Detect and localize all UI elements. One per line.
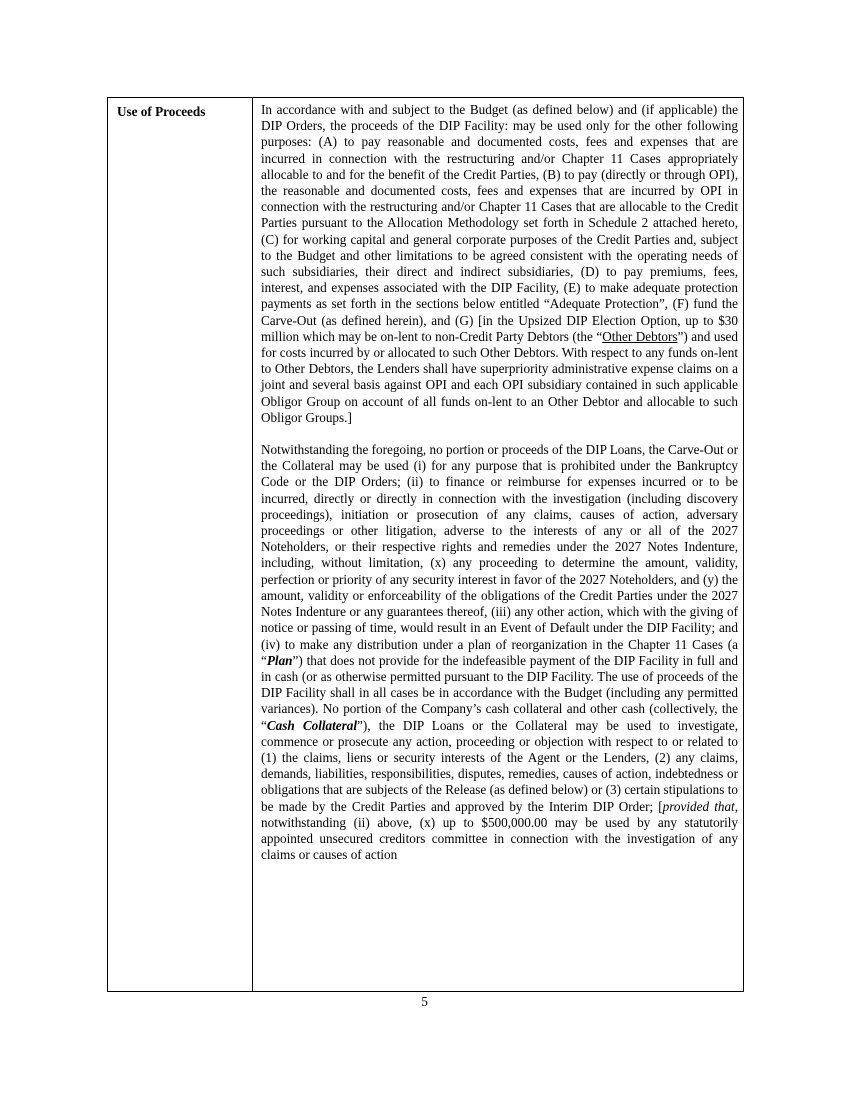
paragraph-text: ”), the DIP Loans or the Collateral may be used to investigate, commence or prosecute any action, proceeding or objection with respect to or related to (1) the claims, liens or security interests of the Agent or the Lenders, (2) any claims, demands, liabilities, responsibilities, disputes, remedies, causes of action, indebtedness or obligations that are subjects of the Release (as defined below) or (3) certain stipulations to be made by the Credit Parties and approved by the Interim DIP Order; [	[261, 717, 738, 814]
paragraph-text: Notwithstanding the foregoing, no portion or proceeds of the DIP Loans, the Carve-Out or the Collateral may be used (i) for any purpose that is prohibited under the Bankruptcy Code or the DIP Orders; (ii) to finance or reimburse for expenses incurred or to be incurred, directly or directly in connection with the investigation (including discovery proceedings), initiation or prosecution of any claims, causes of action, adversary proceedings or other litigation, adverse to the interests of any or all of the 2027 Noteholders, or their respective rights and remedies under the 2027 Notes Indenture, including, without limitation, (x) any proceeding to determine the amount, validity, perfection or priority of any security interest in favor of the 2027 Noteholders, and (y) the amount, validity or enforceability of the obligations of the Credit Parties under the 2027 Notes Indenture or any guarantees thereof, (iii) any other action, which with the giving of notice or passing of time, would result in an Event of Default under the DIP Facility; and (iv) to make any distribution under a plan of reorganization in the Chapter 11 Cases (a “	[261, 442, 738, 668]
term-label: Use of Proceeds	[117, 104, 206, 119]
use-of-proceeds-paragraph	[261, 102, 738, 426]
paragraph-text: ”) that does not provide for the indefeasible payment of the DIP Facility in full and in cash (or as otherwise permitted pursuant to the DIP Facility. The use of proceeds of the DIP Facility shall in all cases be in accordance with the Budget (including any permitted variances). No portion of the Company’s cash collateral and other cash (collectively, the “	[261, 652, 738, 733]
restrictions-paragraph	[261, 442, 738, 863]
defined-term-other-debtors: Other Debtors	[602, 328, 678, 344]
term-body-cell	[253, 98, 743, 991]
paragraph-text: , notwithstanding (ii) above, (x) up to $500,000.00 may be used by any statutorily appointed unsecured creditors committee in connection with the investigation of any claims or causes of action	[261, 798, 739, 863]
proviso-text: provided that	[662, 798, 735, 814]
paragraph-text: ”) and used for costs incurred by or allocated to such Other Debtors. With respect to any funds on-lent to Other Debtors, the Lenders shall have superpriority administrative expense claims on a joint and several basis against OPI and each OPI subsidiary contained in such applicable Obligor Group on account of all funds on-lent to an Other Debtor and allocable to such Obligor Groups.]	[261, 328, 739, 425]
page-number: 5	[421, 994, 428, 1009]
paragraph-text: In accordance with and subject to the Budget (as defined below) and (if applicable) the DIP Orders, the proceeds of the DIP Facility: may be used only for the other following purposes: (A) to pay reasonable and documented costs, fees and expenses that are incurred in connection with the restructuring and/or Chapter 11 Cases appropriately allocable to and for the benefit of the Credit Parties, (B) to pay (directly or through OPI), the reasonable and documented costs, fees and expenses that are incurred by OPI in connection with the restructuring and/or Chapter 11 Cases that are allocable to the Credit Parties pursuant to the Allocation Methodology set forth in Schedule 2 attached hereto, (C) for working capital and general corporate purposes of the Credit Parties and, subject to the Budget and other limitations to be agreed consistent with the operating needs of such subsidiaries, their direct and indirect subsidiaries, (D) to pay premiums, fees, interest, and expenses associated with the DIP Facility, (E) to make adequate protection payments as set forth in the sections below entitled “Adequate Protection”, (F) fund the Carve-Out (as defined herein), and (G) [in the Upsized DIP Election Option, up to $30 million which may be on-lent to non-Credit Party Debtors (the “	[261, 102, 738, 344]
term-label-cell	[108, 98, 253, 991]
defined-term-plan: Plan	[266, 652, 293, 668]
defined-term-cash-collateral: Cash Collateral	[266, 717, 358, 733]
term-sheet-table	[107, 97, 744, 992]
